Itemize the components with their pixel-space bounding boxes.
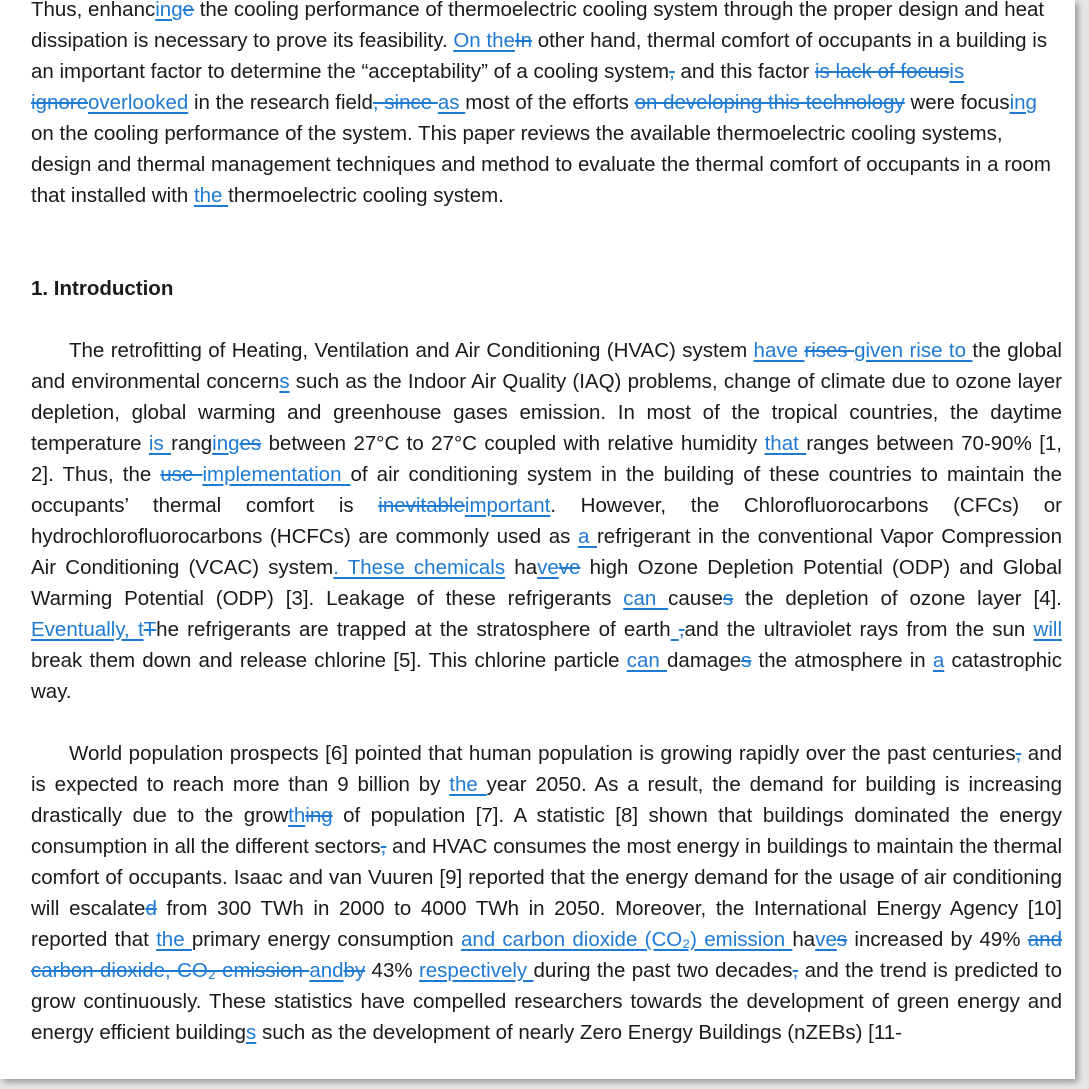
tracked-insertion[interactable]: overlooked	[88, 91, 189, 114]
tracked-insertion[interactable]: implementation	[202, 463, 351, 486]
tracked-insertion[interactable]: a	[577, 525, 597, 548]
text-run: ha	[505, 556, 538, 579]
text-run: and HVAC consumes the most energy in buildings to maintain the thermal comfort of occupants. Isaac and van Vuuren [9] reported that the energy demand for the usage of air conditioning will escalate	[31, 835, 1062, 920]
intro-paragraph-2	[31, 738, 1062, 1048]
tracked-insertion[interactable]	[671, 618, 679, 641]
text-run: during the past two decades	[533, 959, 793, 982]
tracked-deletion[interactable]: ,	[792, 959, 799, 982]
text-run: such as the Indoor Air Quality (IAQ) problems, change of climate due to ozone layer depletion, global warming and greenhouse gases emission. In most of the tropical countries, the daytime temperature	[31, 370, 1062, 455]
text-run: other hand, thermal comfort of occupants in a building is an important factor to determine the “acceptability” of a cooling system	[31, 29, 1048, 83]
intro-paragraph-1	[31, 335, 1062, 707]
text-run: ha	[792, 928, 816, 951]
text-run: such as the development of nearly Zero Energy Buildings (nZEBs) [11-	[256, 1021, 902, 1044]
tracked-deletion[interactable]: ,	[380, 835, 387, 858]
tracked-insertion[interactable]: On the	[453, 29, 515, 52]
tracked-deletion[interactable]: T	[143, 618, 157, 641]
text-run: increased by 49%	[847, 928, 1028, 951]
text-run: of population [7]. A statistic [8] shown that buildings dominated the energy consumption in all the different sectors	[31, 804, 1062, 858]
tracked-insertion[interactable]: can	[626, 649, 668, 672]
text-run: 43%	[365, 959, 419, 982]
tracked-deletion[interactable]: s	[836, 928, 848, 951]
tracked-insertion[interactable]: as	[437, 91, 466, 114]
tracked-insertion[interactable]: given rise to	[854, 339, 973, 362]
tracked-deletion[interactable]: ve	[558, 556, 581, 579]
tracked-insertion[interactable]: that	[764, 432, 807, 455]
tracked-deletion[interactable]: ing	[305, 804, 333, 827]
tracked-deletion[interactable]: by	[343, 959, 366, 982]
text-run: rang	[171, 432, 213, 455]
text-run: year 2050. As a result, the demand for building is increasing drastically due to the grow	[31, 773, 1062, 827]
text-run: catastrophic way.	[31, 649, 1062, 703]
tracked-insertion[interactable]: Eventually, t	[31, 618, 144, 641]
text-run: cause	[668, 587, 723, 610]
tracked-deletion[interactable]: rises	[804, 339, 855, 362]
text-run: he refrigerants are trapped at the stratosphere of earth	[156, 618, 671, 641]
tracked-deletion[interactable]: and carbon dioxide, CO₂ emission	[31, 928, 1062, 982]
tracked-insertion[interactable]: respectively	[418, 959, 534, 982]
text-run: and this factor	[674, 60, 815, 83]
text-run: Thus, enhanc	[31, 0, 156, 21]
text-run: refrigerant in the conventional Vapor Compression Air Conditioning (VCAC) system	[31, 525, 1062, 579]
tracked-insertion[interactable]: ve	[537, 556, 559, 579]
text-run: primary energy consumption	[191, 928, 461, 951]
document-body[interactable]	[31, 0, 1062, 1048]
paragraph-spacer	[31, 707, 1062, 738]
tracked-insertion[interactable]: s	[246, 1021, 257, 1044]
tracked-insertion[interactable]: important	[464, 494, 551, 517]
text-run: the global and environmental concern	[31, 339, 1062, 393]
text-run: most of the efforts	[465, 91, 635, 114]
tracked-deletion[interactable]: on developing this technology	[634, 91, 905, 114]
tracked-insertion[interactable]: ing	[1009, 91, 1037, 114]
text-run: between 27°C to 27°C coupled with relative humidity	[261, 432, 765, 455]
tracked-deletion[interactable]: use	[160, 463, 203, 486]
section-heading-introduction: 1. Introduction	[31, 277, 174, 300]
tracked-deletion[interactable]: e	[182, 0, 194, 21]
tracked-insertion[interactable]: have	[753, 339, 805, 362]
text-run: the cooling performance of thermoelectric cooling system through the proper design and heat dissipation is necessary to prove its feasibility.	[31, 0, 1045, 52]
tracked-insertion[interactable]: ing	[155, 0, 183, 21]
text-run: ranges between 70-90% [1, 2]. Thus, the	[31, 432, 1062, 486]
text-run: The retrofitting of Heating, Ventilation and Air Conditioning (HVAC) system	[69, 339, 754, 362]
tracked-insertion[interactable]: a	[932, 649, 945, 672]
tracked-deletion[interactable]: inevitable	[378, 494, 465, 517]
tracked-insertion[interactable]: will	[1033, 618, 1062, 641]
tracked-deletion[interactable]: ,	[678, 618, 685, 641]
tracked-insertion[interactable]: the	[449, 773, 487, 796]
tracked-deletion[interactable]: s	[741, 649, 752, 672]
tracked-deletion[interactable]: es	[239, 432, 262, 455]
text-run: of air conditioning system in the building of these countries to maintain the occupants’ thermal comfort is	[31, 463, 1062, 517]
text-run: and the trend is predicted to grow continuously. These statistics have compelled researchers towards the development of green energy and energy efficient building	[31, 959, 1063, 1044]
tracked-deletion[interactable]: ignore	[31, 91, 88, 114]
tracked-insertion[interactable]: the	[156, 928, 192, 951]
tracked-deletion[interactable]: is lack of focus	[814, 60, 950, 83]
tracked-insertion[interactable]: ve	[815, 928, 837, 951]
tracked-deletion[interactable]: , since	[372, 91, 438, 114]
tracked-deletion[interactable]: s	[722, 587, 734, 610]
tracked-insertion[interactable]: . These chemicals	[333, 556, 506, 579]
tracked-deletion[interactable]: In	[514, 29, 532, 52]
tracked-insertion[interactable]: and	[309, 959, 344, 982]
tracked-deletion[interactable]: ,	[669, 60, 675, 83]
tracked-insertion[interactable]: can	[623, 587, 669, 610]
text-run: . However, the Chlorofluorocarbons (CFCs) or hydrochlorofluorocarbons (HCFCs) are commonly used as	[31, 494, 1062, 548]
tracked-insertion[interactable]: is	[949, 60, 965, 83]
text-run: and is expected to reach more than 9 billion by	[31, 742, 1062, 796]
text-run: the depletion of ozone layer [4].	[733, 587, 1062, 610]
text-run: the atmosphere in	[751, 649, 933, 672]
tracked-insertion[interactable]: is	[148, 432, 172, 455]
text-run: and the ultraviolet rays from the sun	[684, 618, 1034, 641]
tracked-insertion[interactable]: the	[193, 184, 229, 207]
text-run: damage	[667, 649, 742, 672]
text-run: were focus	[904, 91, 1010, 114]
text-run: World population prospects [6] pointed that human population is growing rapidly over the past centuries	[69, 742, 1016, 765]
tracked-insertion[interactable]: th	[288, 804, 306, 827]
tracked-insertion[interactable]: s	[279, 370, 290, 393]
text-run: break them down and release chlorine [5]. This chlorine particle	[31, 649, 627, 672]
text-run: high Ozone Depletion Potential (ODP) and Global Warming Potential (ODP) [3]. Leakage of these refrigerants	[31, 556, 1062, 610]
tracked-insertion[interactable]: and carbon dioxide (CO₂) emission	[460, 928, 793, 951]
tracked-deletion[interactable]: ,	[1015, 742, 1022, 765]
text-run: in the research field	[188, 91, 373, 114]
text-run: on the cooling performance of the system. This paper reviews the available thermoelectric cooling systems, design and thermal management techniques and method to evaluate the thermal comfort of occupants in a room that installed with	[31, 122, 1051, 207]
tracked-deletion[interactable]: d	[145, 897, 157, 920]
text-run: from 300 TWh in 2000 to 4000 TWh in 2050. Moreover, the International Energy Agency [10] reported that	[31, 897, 1062, 951]
abstract-paragraph	[31, 0, 1062, 211]
text-run: thermoelectric cooling system.	[228, 184, 504, 207]
tracked-insertion[interactable]: ing	[212, 432, 240, 455]
